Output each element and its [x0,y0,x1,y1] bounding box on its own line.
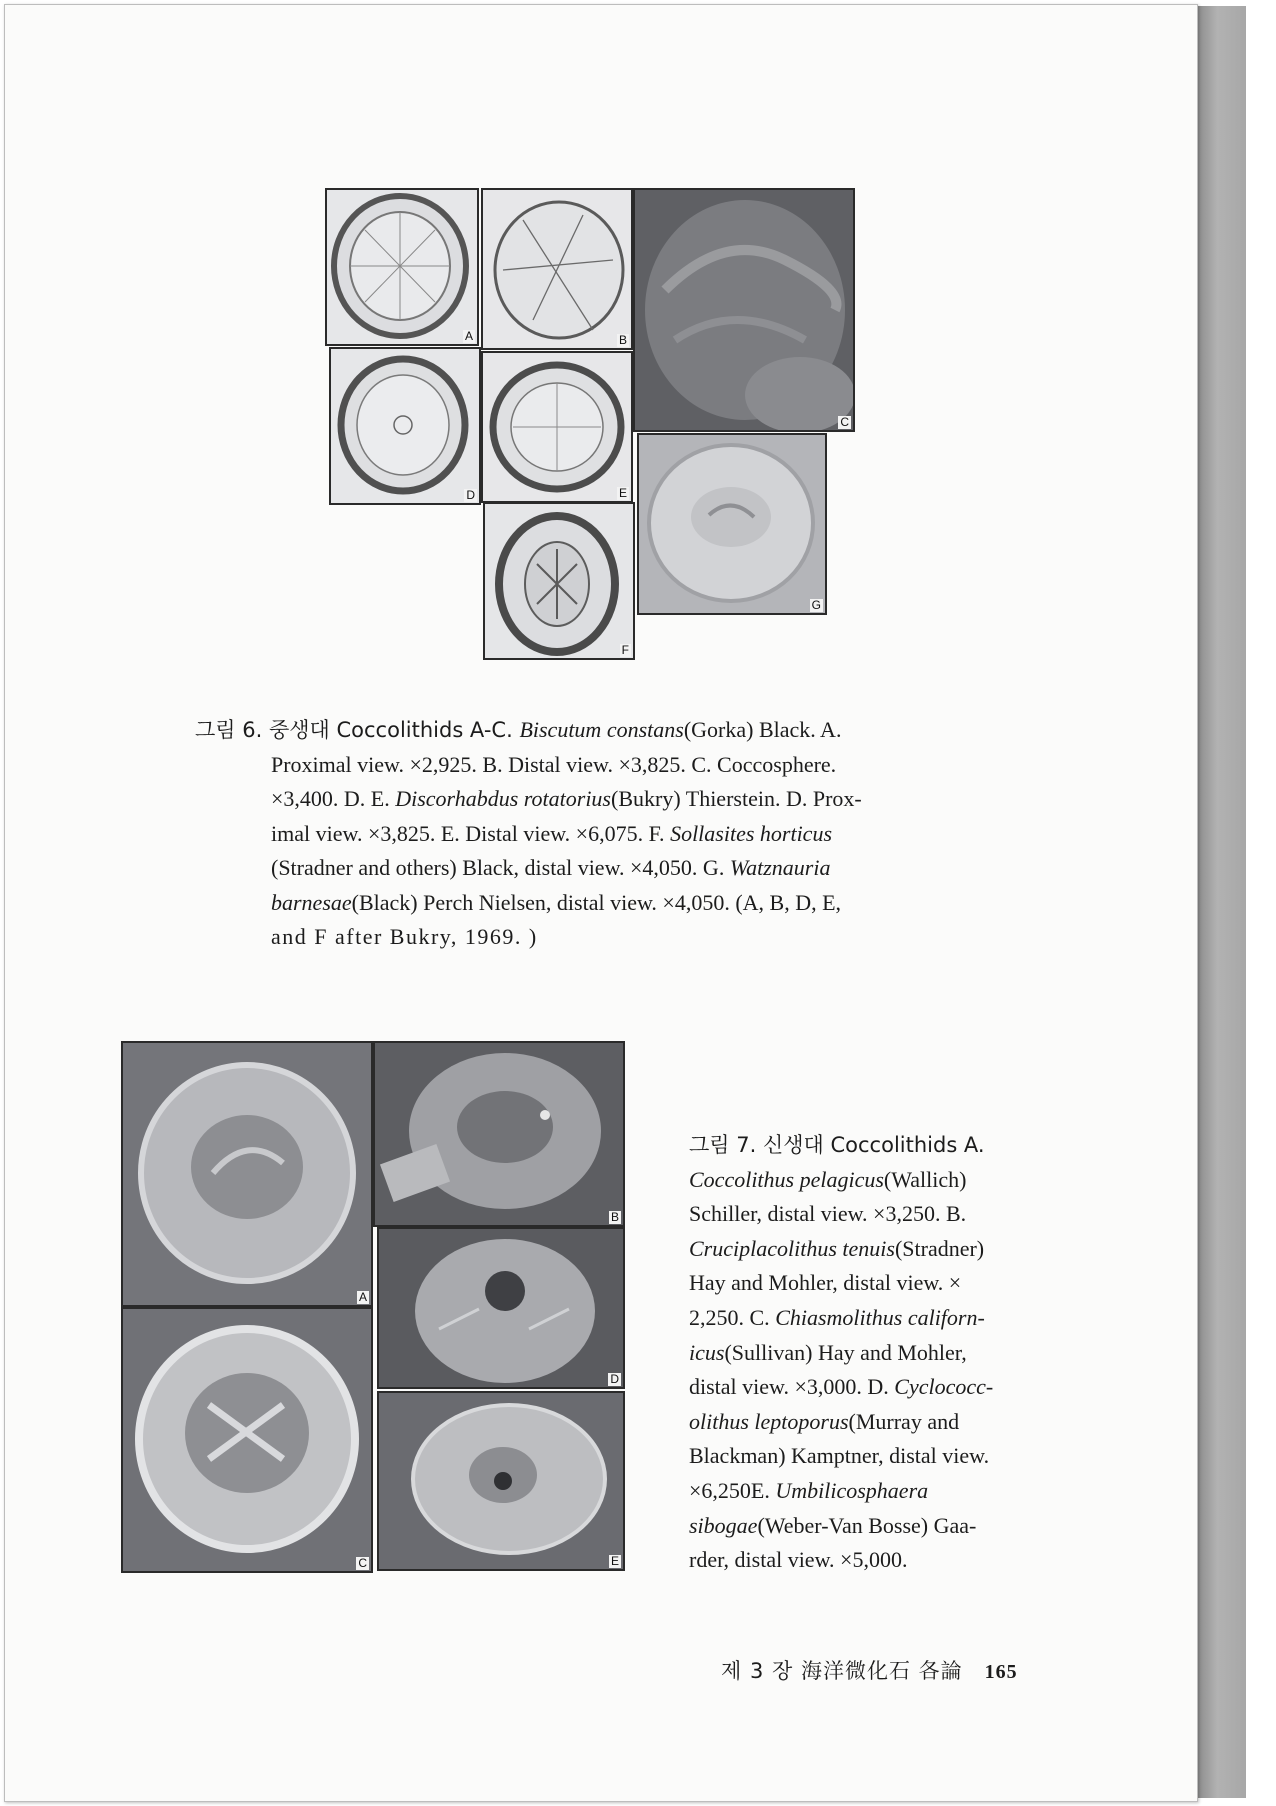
figure-7-caption-line: 2,250. C. Chiasmolithus californ- [689,1304,985,1330]
figure-6-photo-a [325,188,479,346]
book-page [4,4,1198,1802]
figure-7-caption-line: 그림 7. 신생대 Coccolithids A. [689,1133,985,1157]
figure-6-label-b: B [618,333,627,347]
figure-7-caption-line: distal view. ×3,000. D. Cyclococc- [689,1374,994,1400]
figure-7-caption-line: Schiller, distal view. ×3,250. B. [689,1201,967,1227]
page-footer [721,1655,1018,1685]
figure-7-caption-line: Hay and Mohler, distal view. × [689,1270,962,1296]
figure-7-photo-c [121,1307,373,1573]
figure-7-caption-line: olithus leptoporus(Murray and [689,1408,960,1434]
figure-6-label-a: A [464,329,473,343]
figure-7-label-e: E [610,1554,619,1568]
figure-7-caption [689,1128,1099,1578]
figure-6-caption-line: imal view. ×3,825. E. Distal view. ×6,075. F. Sollasites horticus [271,820,833,846]
figure-7-photo-a [121,1041,373,1307]
figure-6-caption-line: (Stradner and others) Black, distal view. ×4,050. G. Watznauria [271,855,831,880]
figure-7-label-a: A [358,1290,367,1304]
figure-6-photo-e [481,351,633,503]
figure-7-label-d: D [610,1372,619,1386]
figure-7-label-b: B [610,1210,619,1224]
figure-7-label-c: C [358,1556,367,1570]
figure-7-caption-line: Blackman) Kamptner, distal view. [689,1443,990,1469]
figure-7-caption-line: rder, distal view. ×5,000. [689,1547,908,1573]
chapter-title: 제 3 장 海洋微化石 各論 [721,1659,963,1683]
book-edge [1198,6,1246,1798]
figure-6-caption-line: barnesae(Black) Perch Nielsen, distal view. ×4,050. (A, B, D, E, [271,889,842,915]
figure-6-label-e: E [618,486,627,500]
figure-6-caption-line: ×3,400. D. E. Discorhabdus rotatorius(Bukry) Thierstein. D. Prox- [271,786,862,811]
figure-6-label-d: D [466,488,475,502]
figure-6-label-g: G [811,598,821,612]
figure-7-photo-b [373,1041,625,1227]
figure-7-caption-line: ×6,250E. Umbilicosphaera [689,1477,929,1503]
figure-7-caption-line: sibogae(Weber-Van Bosse) Gaa- [689,1512,977,1538]
figure-6-photo-d [329,347,481,505]
figure-7-photo-d [377,1227,625,1389]
figure-7-caption-line: Coccolithus pelagicus(Wallich) [689,1166,967,1192]
figure-6-photo-g [637,433,827,615]
figure-7-caption-line: icus(Sullivan) Hay and Mohler, [689,1339,967,1365]
figure-6-label-c: C [840,415,849,429]
figure-6-caption-line: 그림 6. 중생대 Coccolithids A-C. Biscutum constans(Gorka) Black. A. [195,717,842,742]
figure-7-photo-e [377,1391,625,1571]
figure-6-photo-c [633,188,855,432]
figure-6-caption-line: Proximal view. ×2,925. B. Distal view. ×3,825. C. Coccosphere. [271,751,837,777]
figure-6-photo-f [483,502,635,660]
figure-6-caption [195,713,1025,955]
figure-6-photo-b [481,188,633,350]
figure-6-caption-line: and F after Bukry, 1969. ) [271,924,538,949]
figure-6-label-f: F [621,643,629,657]
page-number: 165 [984,1661,1018,1683]
figure-7-caption-line: Cruciplacolithus tenuis(Stradner) [689,1235,985,1261]
